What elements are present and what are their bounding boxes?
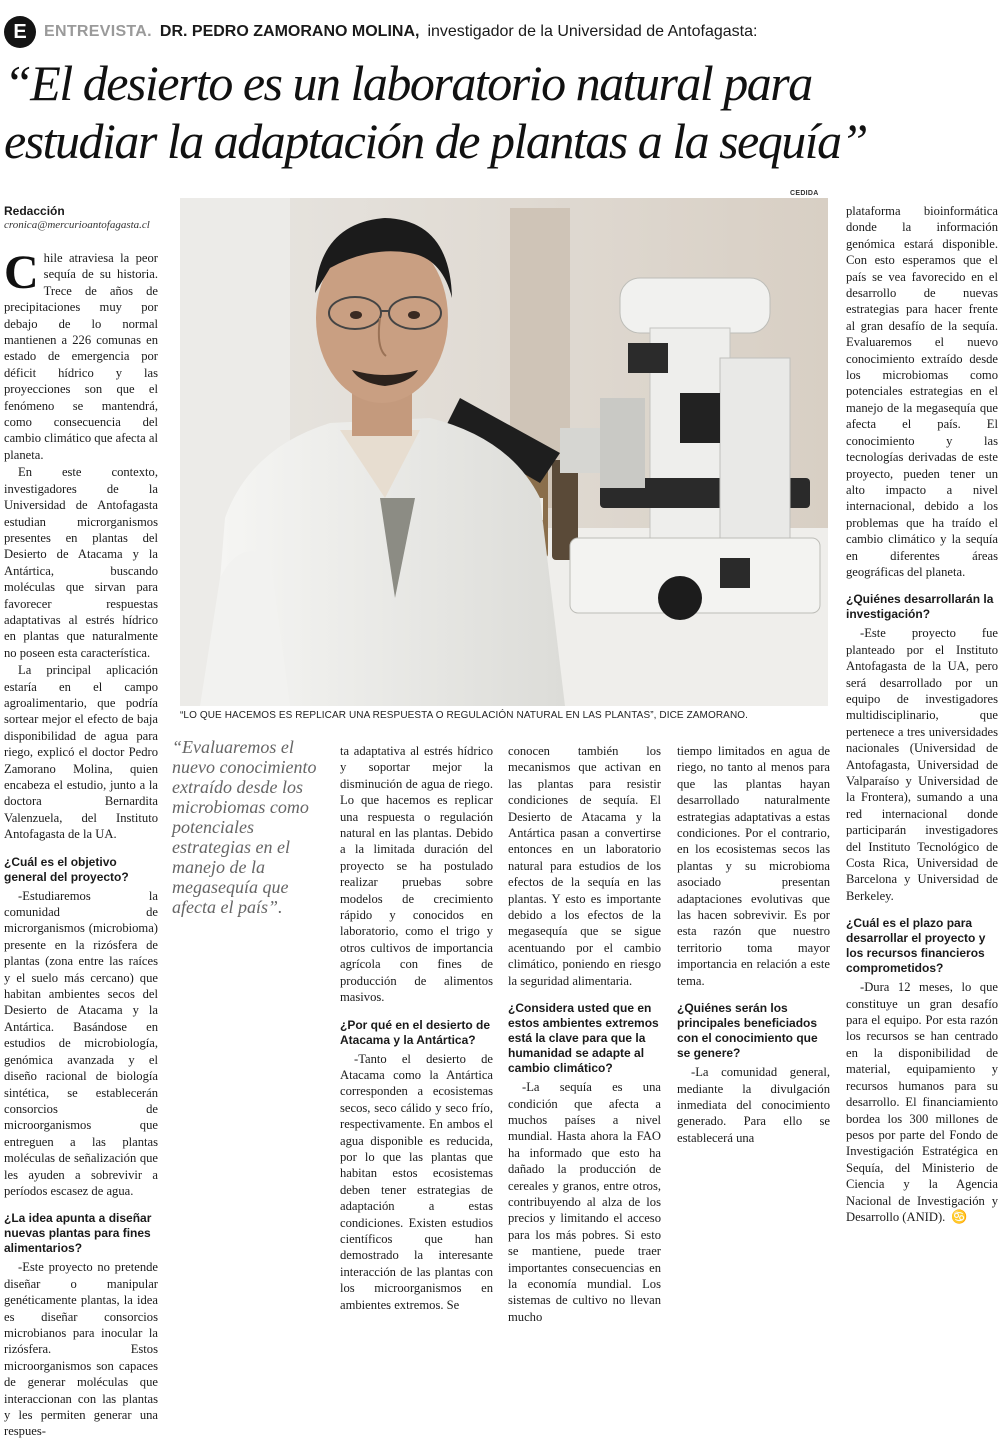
- interview-answer: -La comunidad general, mediante la divulgación inmediata del conocimiento generado. Para ello se establecerá una: [677, 1065, 830, 1145]
- paragraph: ta adaptativa al estrés hídrico y soportar mejor la disminución de agua de riego. Lo que hacemos es replicar una respuesta o regulación natural en las plantas. Debido a la limitada duración del proyecto se ha postulado realizar pruebas sobre modelos de crecimiento rápido y conocidos en laboratorio, como el trigo y otros cultivos de importancia agrícola con fines de producción de alimentos masivos.: [340, 744, 493, 1005]
- article-column-4: [677, 743, 830, 1147]
- section-label: ENTREVISTA.: [44, 23, 152, 40]
- byline-email: cronica@mercurioantofagasta.cl: [4, 219, 150, 231]
- interview-question: ¿Considera usted que en estos ambientes extremos está la clave para que la humanidad se adapte al cambio climático?: [508, 1001, 659, 1076]
- headline-line-2: estudiar la adaptación de plantas a la sequía”: [4, 113, 867, 169]
- researcher-with-microscope-image: [180, 198, 828, 706]
- interview-question: ¿Por qué en el desierto de Atacama y la Antártica?: [340, 1017, 491, 1047]
- interview-question: ¿Quiénes serán los principales beneficiados con el conocimiento que se genere?: [677, 1001, 818, 1061]
- headline-line-1: “El desierto es un laboratorio natural para: [4, 55, 812, 111]
- paragraph: plataforma bioinformática donde la información genómica estará disponible. Con esto esperamos que el país se vea favorecido en el desarrollo de nuevas estrategias para hacer frente al gran desafío de la sequía. Evaluaremos el nuevo conocimiento extraído desde los microbiomas como potenciales estrategias en el manejo de la megasequía que afecta el país. El conocimiento y las tecnologías derivadas de este proyecto, pueden tener un alto impacto a nivel internacional, debido a los problemas que ha traído el cambio climático y la sequía en diferentes áreas geográficas del planeta.: [846, 204, 998, 579]
- pull-quote: “Evaluaremos el nuevo conocimiento extraído desde los microbiomas como potenciales estrategias en el manejo de la megasequía que afecta el país”.: [172, 737, 317, 917]
- article-column-1: [4, 246, 158, 1441]
- drop-cap: C: [4, 246, 39, 299]
- article-kicker: [4, 14, 757, 50]
- paragraph: La principal aplicación estaría en el campo agroalimentario, que podría sortear mejor el efecto de baja disponibilidad de agua para riego, explicó el doctor Pedro Zamorano Molina, quien encabeza el estudio, junto a la doctora Bernardita Valenzuela, del Instituto Antofagasta de la UA.: [4, 663, 158, 842]
- byline-author: Redacción: [4, 204, 65, 218]
- interview-question: ¿La idea apunta a diseñar nuevas plantas para fines alimentarios?: [4, 1211, 152, 1256]
- interview-answer: -Tanto el desierto de Atacama como la Antártica corresponden a ecosistemas secos, seco cálido y seco frío, respectivamente. En ambos el agua disponible es reducida, por lo que las plantas que habitan estos ecosistemas deben tener estrategias de adaptación a estas condiciones. Existen estudios científicos que han demostrado la interesante interacción de las plantas con los microorganismos en ambientes extremos. Se: [340, 1051, 493, 1312]
- paragraph: En este contexto, investigadores de la Universidad de Antofagasta estudian microrganismos presentes en plantas del Desierto de Atacama y la Antártica, buscando moléculas que sirvan para favorecer respuestas adaptativas al estrés hídrico en plantas que naturalmente no poseen esta característica.: [4, 465, 158, 660]
- paragraph: tiempo limitados en agua de riego, no tanto al menos para que las plantas hayan desarrollado naturalmente estrategias adaptativas a estas condiciones. Por el contrario, en los ecosistemas secos las plantas y su microbioma asociado presentan adaptaciones evolutivas que las hacen sobrevivir. Es por esta razón que nuestro territorio toma mayor importancia en relación a este tema.: [677, 744, 830, 988]
- interview-answer: -Estudiaremos la comunidad de microrganismos (microbioma) presente en la rizósfera de plantas (zona entre las raíces y el suelo más cercano) que habitan ambientes secos del Desierto de Atacama y la Antártica. Basándose en estudios de microbiología, genómica avanzada y el diseño racional de biología sintética, se establecerán consorcios de microorganismos que entreguen a las plantas moléculas de señalización que les ayuden a sobrevivir a períodos escasez de agua.: [4, 888, 158, 1198]
- article-column-5: [846, 203, 998, 1226]
- interview-answer: -Este proyecto fue planteado por el Instituto Antofagasta de la UA, pero será desarrollado por un equipo de investigadores multidisciplinario, que pertenece a tres universidades nacionales (Universidad de Antofagasta, Universidad de Valparaíso y Universidad de la Frontera), sumando a una red internacional donde participarán investigadores del Instituto Tecnológico de Costa Rica, Universidad de Barcelona y Universidad de Berkeley.: [846, 626, 998, 903]
- interviewee-name: DR. PEDRO ZAMORANO MOLINA,: [159, 23, 420, 40]
- paragraph: conocen también los mecanismos que activan en las plantas para resistir condiciones de sequía. El Desierto de Atacama y la Antártica pasan a convertirse entonces en un laboratorio natural para estudios de los efectos de la sequía en las plantas. Y esto es importante debido a los efectos de la megasequía que se sigue acentuando por el cambio climático, poniendo en riesgo la seguridad alimentaria.: [508, 744, 661, 988]
- byline: [4, 204, 174, 231]
- interview-question: ¿Quiénes desarrollarán la investigación?: [846, 592, 994, 622]
- paragraph: [4, 246, 158, 463]
- paragraph-text: hile atraviesa la peor sequía de su historia. Trece de años de precipitaciones muy por debajo de lo normal mantienen a 226 comunas en estado de emergencia por déficit hídrico y las proyecciones son que el fenómeno se mantendrá, como consecuencia del cambio climático que afecta al planeta.: [4, 251, 158, 462]
- photo-credit: CEDIDA: [790, 190, 819, 197]
- interviewee-role: investigador de la Universidad de Antofagasta:: [427, 23, 758, 40]
- article-photo: [180, 198, 828, 706]
- section-badge: E: [4, 16, 36, 48]
- interview-answer: [846, 979, 998, 1225]
- interview-answer: -La sequía es una condición que afecta a muchos países a nivel mundial. Hasta ahora la FAO ha informado que esto ha dañado la producción de cereales y granos, entre otros, contribuyendo al alza de los precios y limitando el acceso para los más pobres. Si esto se mantiene, puede traer importantes consecuencias en la economía mundial. Los sistemas de cultivo no llevan mucho: [508, 1080, 661, 1324]
- answer-text: -Dura 12 meses, lo que constituye un gran desafío para el equipo. Por esta razón los recursos se han centrado en la disponibilidad de material, equipamiento y recursos humanos para su desarrollo. El financiamiento bordea los 300 millones de pesos por parte del Fondo de Investigación Estratégica en Sequía, del Ministerio de Ciencia y la Agencia Nacional de Investigación y Desarrollo (ANID).: [846, 980, 998, 1224]
- interview-question: ¿Cuál es el objetivo general del proyecto?: [4, 854, 129, 884]
- headline: [4, 54, 999, 170]
- interview-answer: -Este proyecto no pretende diseñar o manipular genéticamente plantas, la idea es diseñar consorcios microbianos para inocular la rizósfera. Estos microorganismos son capaces de generar moléculas que interaccionan con las plantas y les permiten generar una respues-: [4, 1260, 158, 1439]
- end-mark-icon: ♋: [951, 1208, 968, 1224]
- photo-caption: “LO QUE HACEMOS ES REPLICAR UNA RESPUESTA O REGULACIÓN NATURAL EN LAS PLANTAS”, DICE ZAMORANO.: [180, 710, 749, 721]
- interview-question: ¿Cuál es el plazo para desarrollar el proyecto y los recursos financieros comprometidos?: [846, 916, 986, 976]
- article-column-3: [508, 743, 661, 1326]
- article-column-2: [340, 743, 493, 1314]
